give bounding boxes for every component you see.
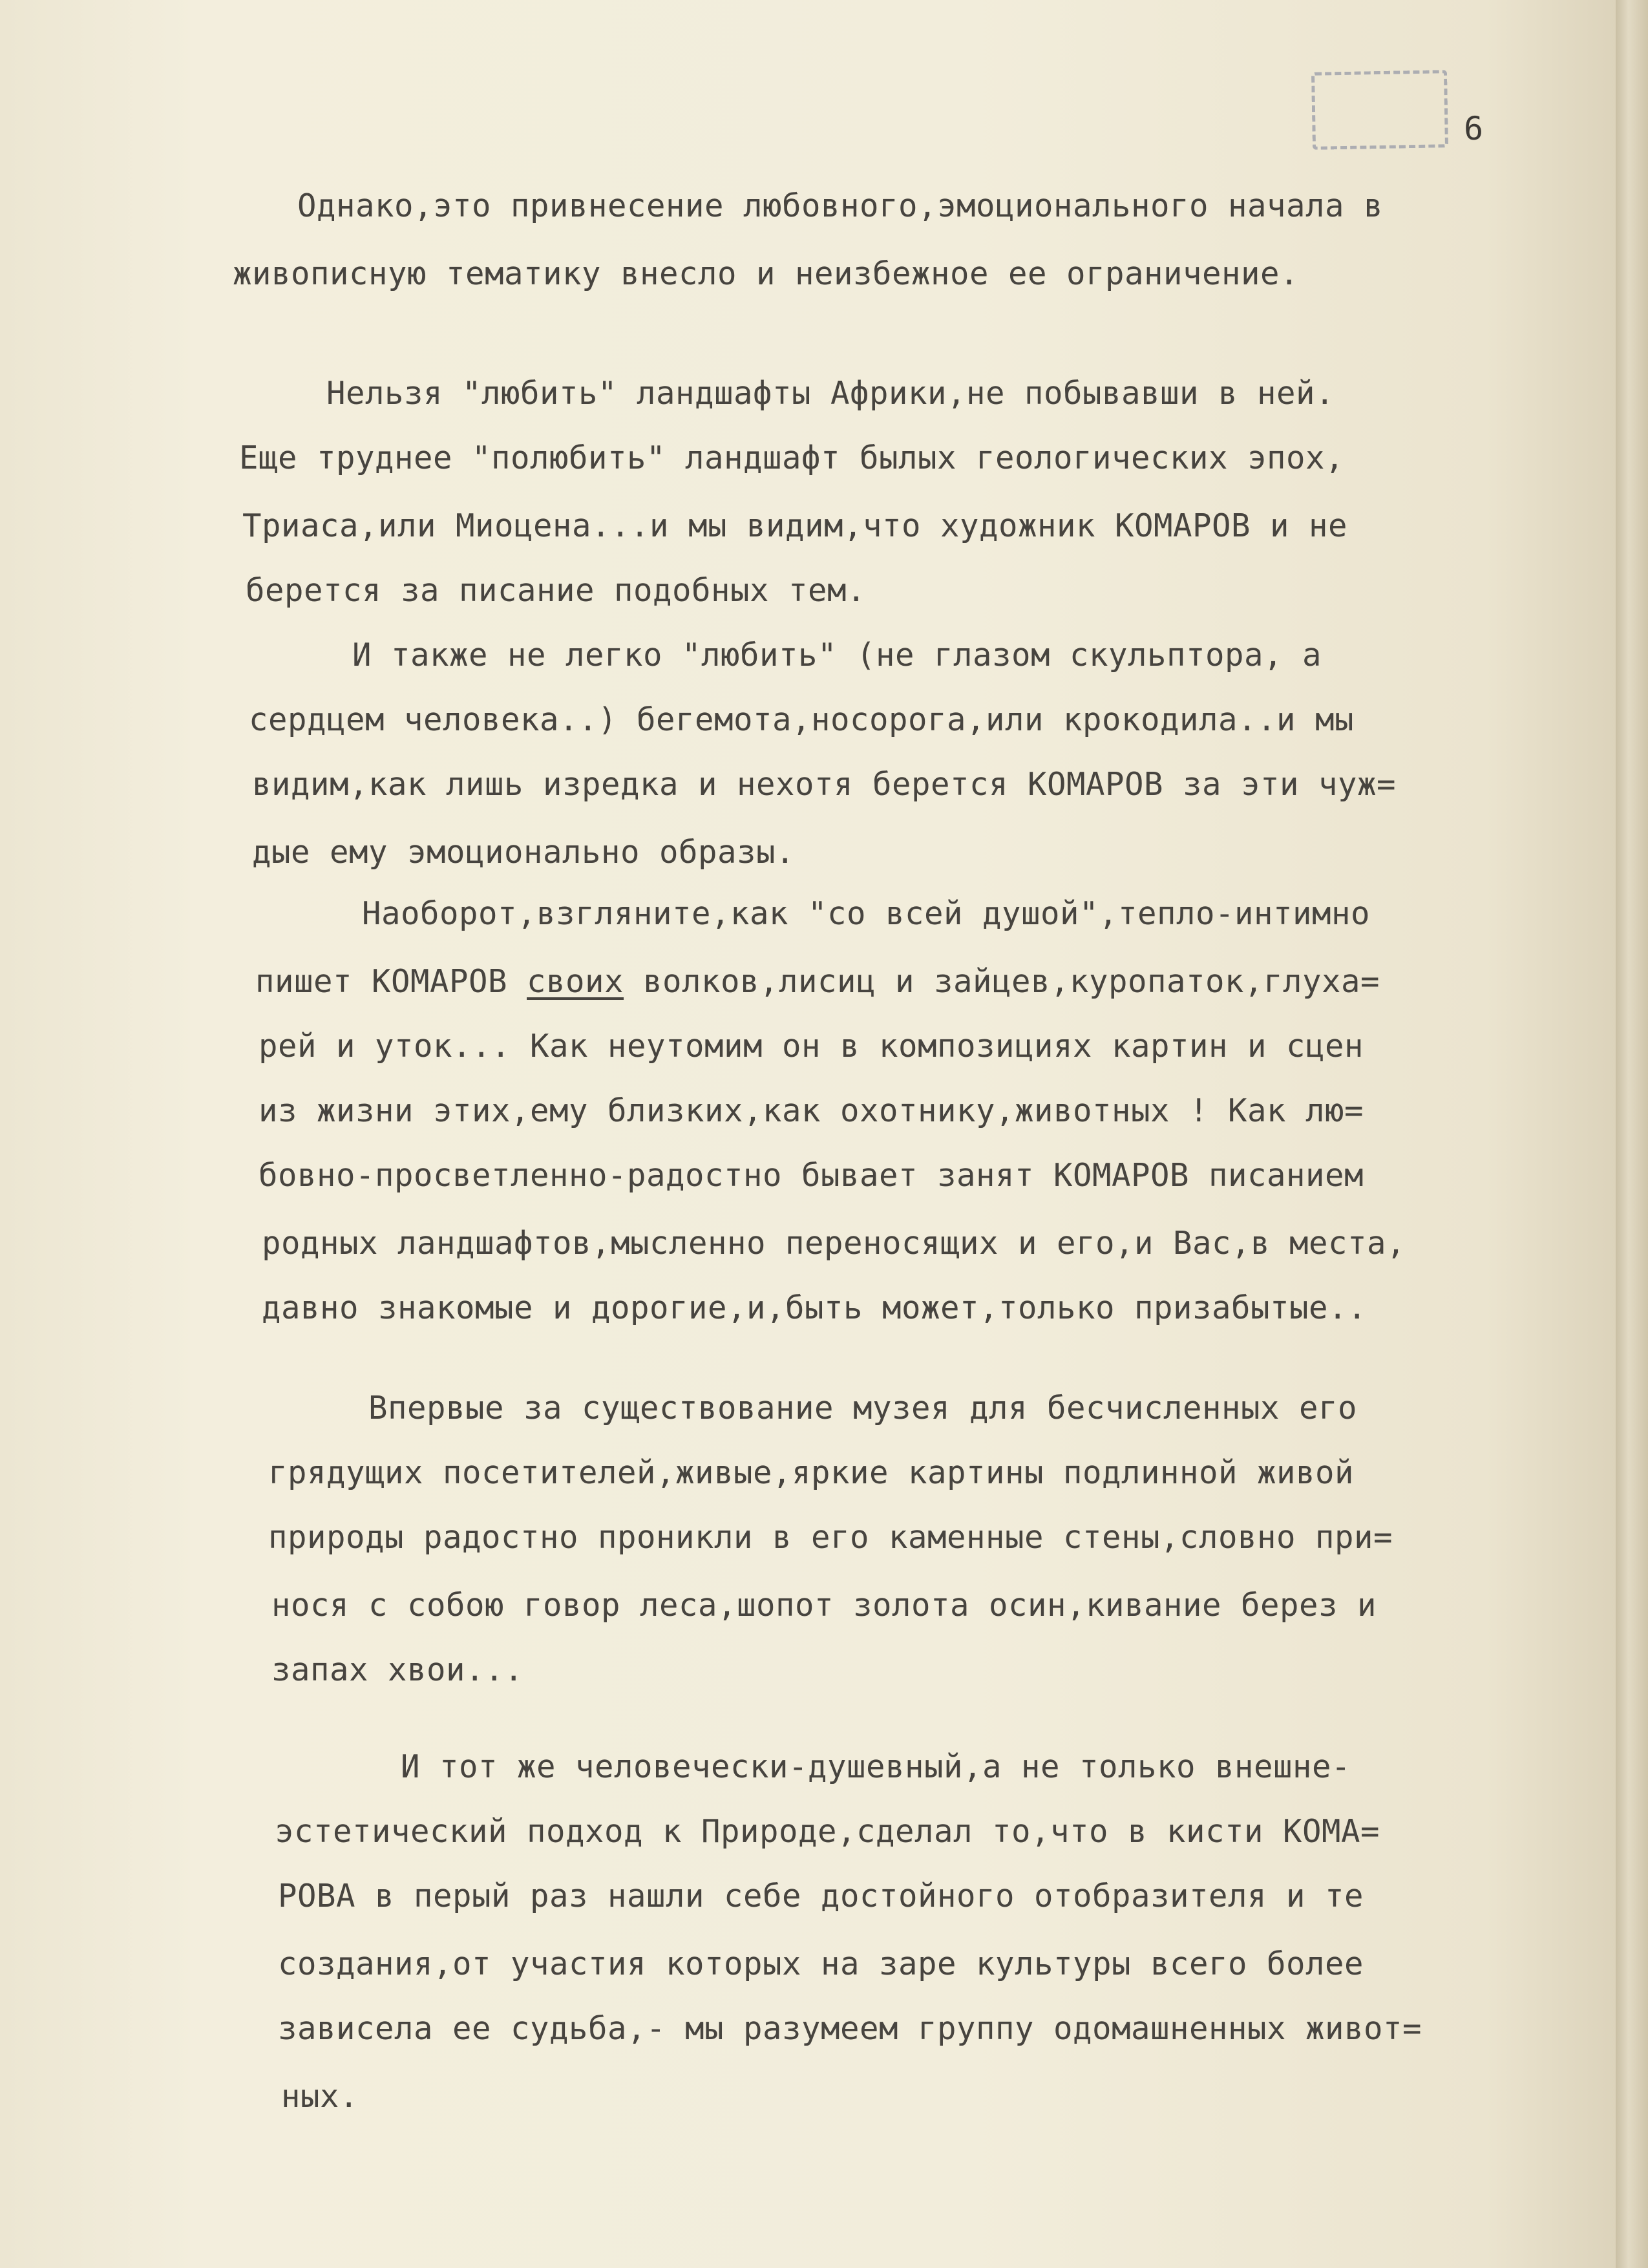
- text-line-28: ных.: [281, 2078, 359, 2115]
- text-line-17: давно знакомые и дорогие,и,быть может,только призабытые..: [262, 1289, 1368, 1326]
- text-line-1: Однако,это привнесение любовного,эмоционального начала в: [297, 187, 1384, 224]
- text-line-18: Впервые за существование музея для бесчисленных его: [368, 1390, 1358, 1426]
- text-line-27: зависела ее судьба,- мы разумеем группу одомашненных живот=: [278, 2010, 1422, 2047]
- underlined-word: своих: [527, 963, 624, 1000]
- text-line-4: Еще труднее "полюбить" ландшафт былых геологических эпох,: [239, 440, 1345, 476]
- text-line-8: сердцем человека..) бегемота,носорога,или крокодила..и мы: [249, 701, 1355, 738]
- text-line-10: дые ему эмоционально образы.: [252, 834, 796, 871]
- text-line-14: из жизни этих,ему близких,как охотнику,животных ! Как лю=: [259, 1092, 1364, 1129]
- text-line-6: берется за писание подобных тем.: [246, 572, 867, 609]
- text-line-16: родных ландшафтов,мысленно переносящих и его,и Вас,в места,: [262, 1225, 1406, 1262]
- text-line-12: [255, 963, 1380, 1000]
- archive-stamp: [1311, 70, 1448, 150]
- text-line-25: РОВА в перый раз нашли себе достойного отобразителя и те: [278, 1878, 1364, 1914]
- text-line-26: создания,от участия которых на заре культуры всего более: [278, 1945, 1364, 1982]
- text-line-9: видим,как лишь изредка и нехотя берется КОМАРОВ за эти чуж=: [252, 766, 1397, 803]
- text-line-2: живописную тематику внесло и неизбежное ее ограничение.: [233, 255, 1300, 292]
- text-line-22: запах хвои...: [271, 1651, 524, 1688]
- text-line-20: природы радостно проникли в его каменные стены,словно при=: [268, 1519, 1393, 1556]
- page-edge: [1616, 0, 1648, 2268]
- text-line-11: Наоборот,взгляните,как "со всей душой",тепло-интимно: [362, 895, 1371, 932]
- text-line-13: рей и уток... Как неутомим он в композициях картин и сцен: [259, 1028, 1364, 1065]
- text-line-12-start: пишет КОМАРОВ: [255, 963, 527, 1000]
- page-number: 6: [1464, 110, 1484, 147]
- text-line-12-end: волков,лисиц и зайцев,куропаток,глуха=: [624, 963, 1380, 1000]
- text-line-21: нося с собою говор леса,шопот золота осин,кивание берез и: [271, 1587, 1377, 1624]
- text-line-5: Триаса,или Миоцена...и мы видим,что художник КОМАРОВ и не: [242, 507, 1348, 544]
- text-line-24: эстетический подход к Природе,сделал то,что в кисти КОМА=: [275, 1813, 1380, 1850]
- text-line-23: И тот же человечески-душевный,а не только внешне-: [401, 1748, 1351, 1785]
- text-line-3: Нельзя "любить" ландшафты Африки,не побывавши в ней.: [326, 375, 1335, 412]
- text-line-15: бовно-просветленно-радостно бывает занят КОМАРОВ писанием: [259, 1157, 1364, 1194]
- text-line-7: И также не легко "любить" (не глазом скульптора, а: [352, 637, 1322, 673]
- text-line-19: грядущих посетителей,живые,яркие картины подлинной живой: [268, 1454, 1355, 1491]
